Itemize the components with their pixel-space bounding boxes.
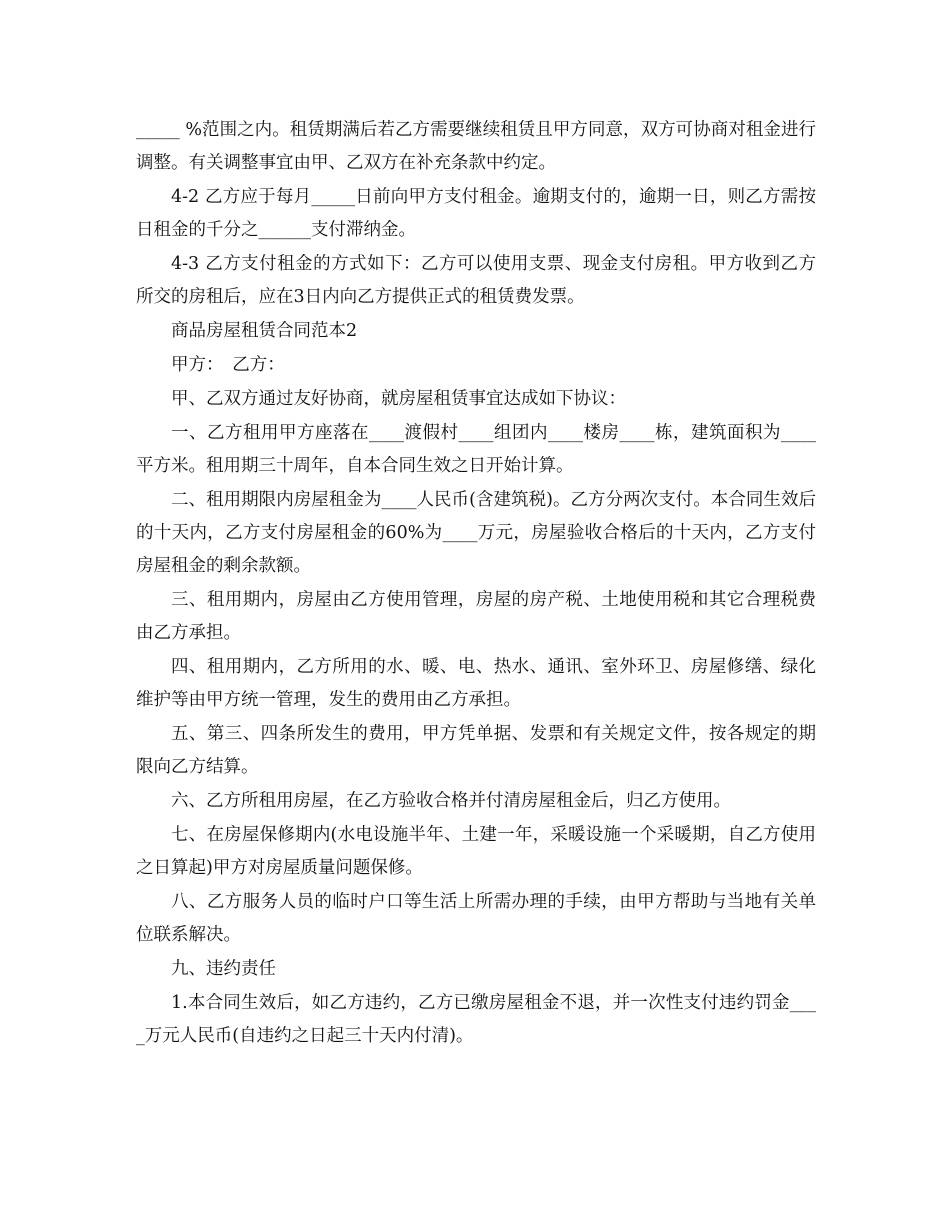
clause-3: 三、租用期内，房屋由乙方使用管理，房屋的房产税、土地使用税和其它合理税费由乙方承担。 <box>136 590 816 643</box>
clause-1: 一、乙方租用甲方座落在____渡假村____组团内____楼房____栋，建筑面积为____平方米。租用期三十周年，自本合同生效之日开始计算。 <box>136 423 816 476</box>
clause-9-item-1: 1.本合同生效后，如乙方违约，乙方已缴房屋租金不退，并一次性支付违约罚金____万元人民币(自违约之日起三十天内付清)。 <box>136 993 816 1046</box>
clause-5: 五、第三、四条所发生的费用，甲方凭单据、发票和有关规定文件，按各规定的期限向乙方结算。 <box>136 724 816 777</box>
section-title-template-2: 商品房屋租赁合同范本2 <box>171 321 358 341</box>
clause-6: 六、乙方所租用房屋，在乙方验收合格并付清房屋租金后，归乙方使用。 <box>171 791 731 811</box>
clause-7: 七、在房屋保修期内(水电设施半年、土建一年，采暖设施一个采暖期，自乙方使用之日算起)甲方对房屋质量问题保修。 <box>136 825 816 878</box>
clause-2: 二、租用期限内房屋租金为____人民币(含建筑税)。乙方分两次支付。本合同生效后的十天内，乙方支付房屋租金的60%为____万元，房屋验收合格后的十天内，乙方支付房屋租金的剩余款额。 <box>136 490 816 576</box>
document-body <box>136 114 816 1054</box>
clause-4: 四、租用期内，乙方所用的水、暖、电、热水、通讯、室外环卫、房屋修缮、绿化维护等由甲方统一管理，发生的费用由乙方承担。 <box>136 657 816 710</box>
paragraph-rent-adjustment: _____ %范围之内。租赁期满后若乙方需要继续租赁且甲方同意，双方可协商对租金进行调整。有关调整事宜由甲、乙双方在补充条款中约定。 <box>136 120 816 173</box>
clause-8: 八、乙方服务人员的临时户口等生活上所需办理的手续，由甲方帮助与当地有关单位联系解决。 <box>136 892 816 945</box>
clause-9-heading: 九、违约责任 <box>171 959 276 979</box>
parties-line: 甲方： 乙方： <box>171 355 285 375</box>
paragraph-clause-4-2: 4-2 乙方应于每月_____日前向甲方支付租金。逾期支付的，逾期一日，则乙方需按日租金的千分之______支付滞纳金。 <box>136 187 816 240</box>
paragraph-agreement-intro: 甲、乙双方通过友好协商，就房屋租赁事宜达成如下协议： <box>171 389 626 409</box>
paragraph-clause-4-3: 4-3 乙方支付租金的方式如下：乙方可以使用支票、现金支付房租。甲方收到乙方所交的房租后，应在3日内向乙方提供正式的租赁费发票。 <box>136 254 816 307</box>
